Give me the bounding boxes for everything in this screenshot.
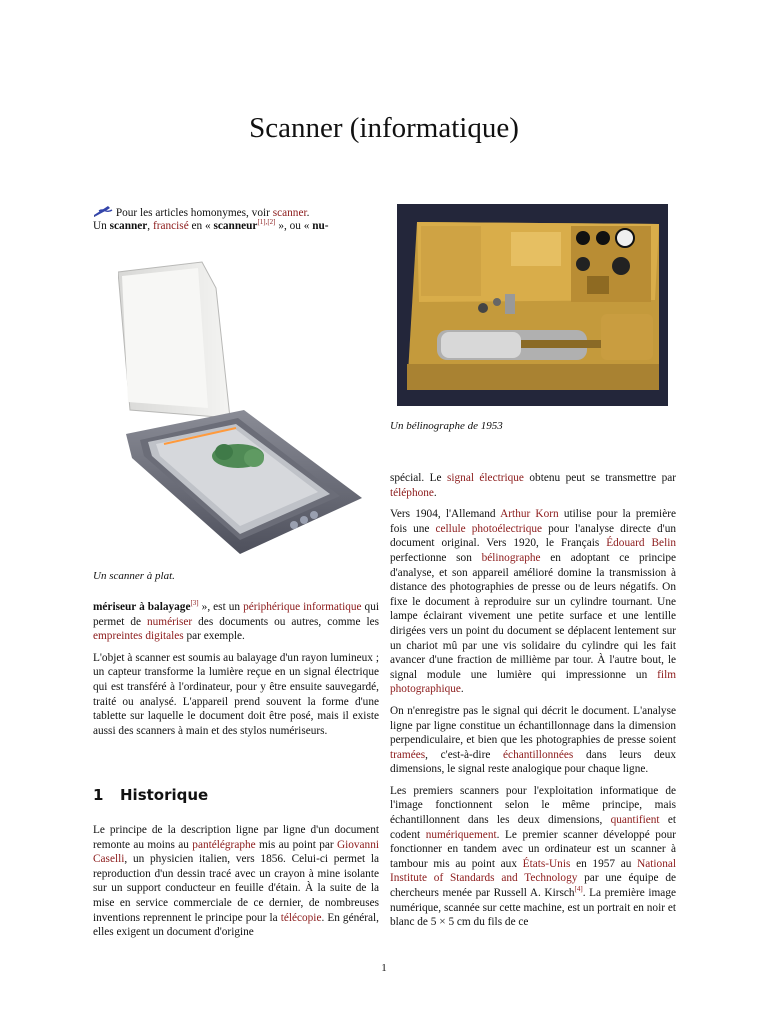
link-arthur-korn[interactable]: Arthur Korn: [500, 508, 559, 521]
paragraph-analog: [390, 704, 676, 777]
right-text: , c'est-à-dire: [425, 748, 504, 761]
disambiguation-pen-icon: [93, 205, 113, 217]
right-text: . Le premier scanner développé pour fonctionner en tandem avec un ordinateur est un scanner à tambour mis au point aux: [390, 828, 676, 870]
history-paragraph: [93, 823, 379, 947]
link-belinographe[interactable]: bélinographe: [481, 551, 541, 564]
right-text: On n'enregistre pas le signal qui décrit le document. L'analyse ligne par ligne constitue un échantillonnage dans la dimension perpendiculaire, et bien que les photographies de presse soient: [390, 704, 676, 747]
link-caselli[interactable]: Giovanni Caselli: [93, 838, 379, 866]
page-title: Scanner (informatique): [249, 112, 519, 144]
intro-first-line: [93, 219, 379, 234]
right-text: pour l'analyse directe d'un document original. Vers 1920, le Français: [390, 522, 676, 550]
intro-text: », est un: [198, 601, 244, 613]
paragraph-first-scanners: [390, 784, 676, 930]
term-nu: nu-: [312, 220, 329, 232]
link-empreintes[interactable]: empreintes digitales: [93, 630, 184, 643]
link-tramees[interactable]: tramées: [390, 748, 426, 761]
history-text: Le principe de la description ligne par ligne d'un document remonte au moins au: [93, 824, 379, 851]
link-numeriquement[interactable]: numériquement: [425, 828, 497, 841]
right-text: .: [433, 486, 437, 499]
link-echantillonnees[interactable]: échantillonnées: [503, 748, 574, 761]
right-text: et codent: [390, 814, 676, 841]
history-text: , un physicien italien, vers 1856. Celui-ci permet la reproduction d'un dessin tracé avec un crayon à mine isolante sur un support conducteur en feuille d'étain. À la suite de la mise en service commerciale de ce dernier, de nombreuses inventions reprennent le principe pour la: [93, 853, 379, 924]
scanner-caption: Un scanner à plat.: [93, 570, 175, 582]
ref-1-2[interactable]: [1],[2]: [257, 218, 276, 227]
belinographe-caption: Un bélinographe de 1953: [390, 420, 503, 432]
ref-4[interactable]: [4]: [574, 885, 583, 894]
intro-text: Un: [93, 220, 110, 232]
paragraph-korn: [390, 507, 676, 697]
history-text: . En général, elles exigent un document d'origine: [93, 911, 379, 939]
link-telephone[interactable]: téléphone: [390, 486, 434, 499]
belinographe-image: [397, 204, 668, 406]
term-scanner: scanner: [109, 220, 148, 232]
link-signal-electrique[interactable]: signal électrique: [446, 472, 524, 484]
flatbed-scanner-image: [118, 258, 368, 560]
right-text: obtenu peut se transmettre par: [523, 472, 676, 484]
link-cellule[interactable]: cellule photoélectrique: [435, 522, 543, 535]
ref-3[interactable]: [3]: [190, 599, 199, 608]
link-telecopie[interactable]: télécopie: [280, 911, 322, 924]
right-text: . La première image numérique, scannée sur cette machine, est un portrait en noir et blanc de 5 × 5 cm du fils de ce: [390, 887, 676, 929]
right-text: spécial. Le: [390, 472, 447, 484]
term-scanneur: scanneur: [213, 220, 258, 232]
right-text: en 1957 au: [570, 857, 638, 870]
paragraph-special: [390, 471, 676, 500]
link-nist[interactable]: National Institute of Standards and Technology: [390, 857, 676, 885]
intro-text: », ou «: [275, 220, 313, 232]
intro-text: en «: [188, 220, 214, 232]
right-text: dans leurs deux dimensions, le signal reste analogique pour chaque ligne.: [390, 748, 676, 776]
page-number: 1: [381, 962, 387, 974]
right-text: perfectionne son: [390, 551, 482, 564]
link-peripherique[interactable]: périphérique informatique: [243, 601, 362, 613]
right-text: .: [460, 683, 464, 696]
right-text: par une équipe de chercheurs menée par Russell A. Kirsch: [390, 872, 676, 900]
intro-text: des documents ou autres, comme les: [192, 615, 379, 628]
intro-text: par exemple.: [183, 630, 245, 643]
intro-continuation: [93, 600, 379, 644]
section-number: 1: [93, 786, 104, 804]
link-etats-unis[interactable]: États-Unis: [522, 857, 571, 870]
link-scanner[interactable]: scanner: [272, 207, 307, 219]
paragraph-principle: L'objet à scanner est soumis au balayage d'un rayon lumineux ; un capteur transforme la lumière reçue en un signal électrique qui est transféré à l'ordinateur, pour y être ensuite sauvegardé, traité ou analysé. L'appareil prend souvent la forme d'une tablette sur laquelle le document doit être posé, mais il existe aussi des scanners à main et des stylos numériseurs.: [93, 651, 379, 737]
left-column-body: [93, 600, 379, 745]
link-francise[interactable]: francisé: [152, 220, 189, 232]
intro-text: ,: [147, 220, 153, 232]
link-pantelegraphe[interactable]: pantélégraphe: [192, 838, 256, 851]
homonym-note: [93, 205, 379, 220]
right-text: utilise pour la première fois une: [390, 508, 676, 535]
history-text: mis au point par: [255, 838, 337, 851]
intro-text: qui permet de: [93, 601, 379, 628]
link-film[interactable]: film photographique: [390, 668, 676, 696]
link-edouard-belin[interactable]: Édouard Belin: [606, 537, 676, 550]
right-text: en adoptant ce principe d'analyse, et son appareil amélioré domine la transmission à distance des photographies de presse ou de leurs négatifs. On fixe le document à reproduire sur un cylindre tournant. Une lampe éclairant vivement une petite surface et une lentille dirigées vers un point du document se déplacent lentement sur un chariot mû par une vis solidaire du cylindre qui les fait avancer d'une fraction de millième par tour. À l'autre bout, le signal module une lumière qui impressionne un: [390, 551, 677, 681]
link-numeriser[interactable]: numériser: [147, 615, 193, 628]
term-numeriseur: mériseur à balayage: [93, 601, 191, 613]
right-text: Vers 1904, l'Allemand: [390, 508, 501, 521]
right-column-body: [390, 471, 676, 937]
right-text: Les premiers scanners pour l'exploitation informatique de l'image fonctionnent selon le même principe, mais échantillonnent dans les deux dimensions,: [390, 784, 676, 827]
homonym-text: Pour les articles homonymes, voir: [115, 207, 273, 219]
homonym-end: .: [306, 207, 310, 219]
link-quantifient[interactable]: quantifient: [610, 814, 660, 827]
section-heading-historique: [93, 786, 208, 804]
section-title: Historique: [120, 786, 209, 804]
